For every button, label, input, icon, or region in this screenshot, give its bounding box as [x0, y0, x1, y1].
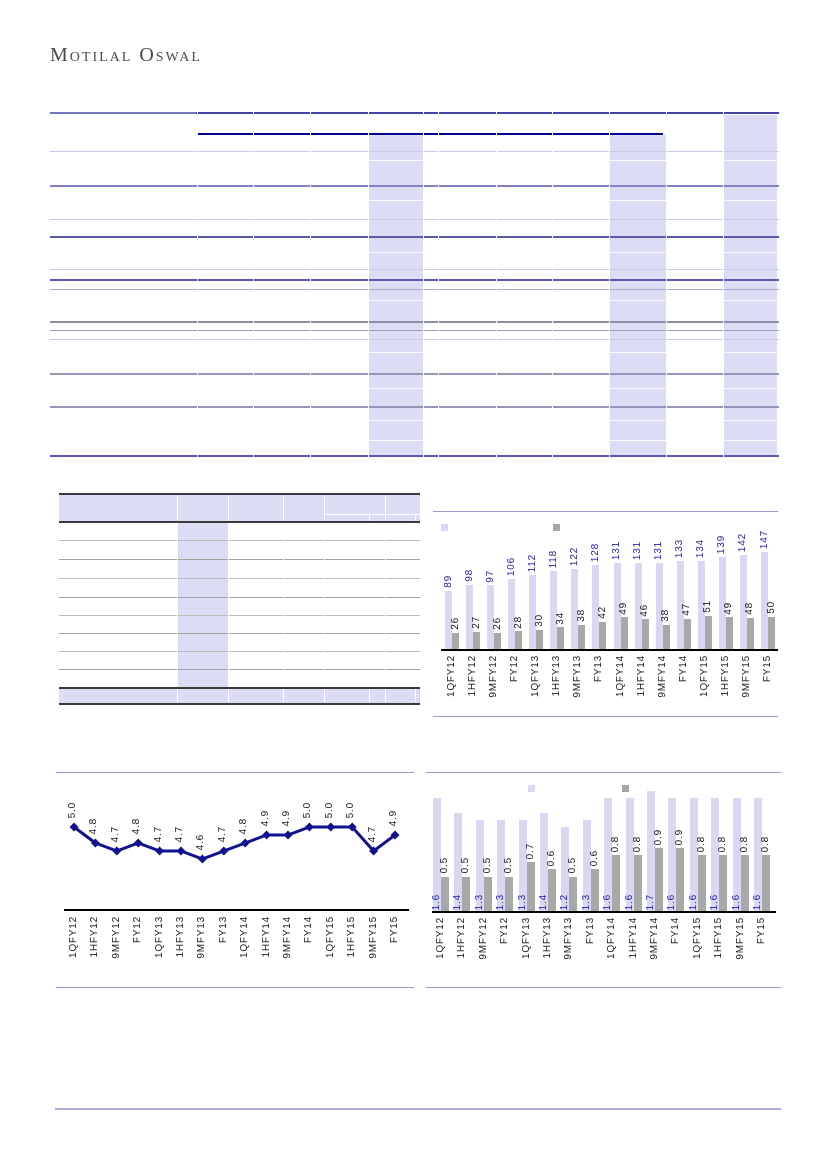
bar-value-label-primary: 122	[568, 546, 580, 566]
bar-value-label-primary: 118	[547, 549, 559, 569]
line-chart-bottom-left	[56, 772, 414, 989]
table-rule	[50, 279, 779, 281]
table-highlight-band	[723, 115, 777, 455]
column-separator	[666, 112, 667, 457]
table-rule	[50, 373, 779, 375]
table-rule	[50, 289, 779, 290]
column-separator	[385, 496, 386, 520]
point-value-label: 4.7	[216, 825, 228, 842]
bar-value-label-secondary: 26	[449, 616, 461, 630]
category-label: 1QFY15	[324, 916, 336, 959]
table-rule	[59, 687, 420, 689]
table-rule	[59, 540, 420, 541]
bar-value-label-primary: 89	[442, 574, 454, 588]
bar-value-label-secondary: 38	[575, 608, 587, 622]
bar-value-label-secondary: 26	[491, 616, 503, 630]
diamond-marker	[284, 831, 293, 840]
bar-value-label-secondary: 48	[744, 602, 756, 615]
band-subrule	[609, 388, 666, 389]
column-separator	[723, 112, 724, 457]
column-separator	[415, 514, 416, 521]
category-label: 1HFY14	[260, 916, 272, 958]
category-label: 1QFY15	[698, 655, 710, 698]
band-subrule	[723, 420, 777, 421]
bar-value-label-secondary: 0.5	[460, 857, 472, 874]
column-separator	[177, 496, 178, 520]
table-rule	[50, 406, 779, 408]
brand-logo: Motilal Oswal	[50, 44, 202, 66]
bar-value-label-secondary: 0.8	[695, 835, 707, 853]
diamond-marker	[198, 855, 207, 864]
column-separator	[609, 112, 610, 457]
bar-value-label-primary: 131	[611, 540, 623, 560]
point-value-label: 4.8	[238, 817, 250, 834]
bar-value-label-primary: 131	[632, 540, 644, 560]
category-label: FY13	[593, 655, 605, 683]
bar-value-label-primary: 1.6	[730, 893, 742, 910]
bar-secondary	[726, 617, 733, 650]
column-separator	[552, 112, 553, 457]
bar-value-label-primary: 106	[505, 557, 517, 577]
category-label: 1HFY14	[635, 655, 647, 697]
bar-secondary	[768, 617, 775, 650]
bar-value-label-primary: 112	[526, 553, 538, 573]
column-separator	[324, 496, 325, 520]
table-rule	[50, 236, 779, 238]
table-rule	[59, 615, 420, 616]
table-rule	[59, 559, 420, 560]
table-rule	[59, 633, 420, 634]
category-label: 1HFY13	[175, 916, 186, 958]
bar-primary	[529, 575, 536, 650]
bar-secondary	[494, 633, 501, 650]
column-separator	[197, 112, 198, 457]
bar-value-label-primary: 1.3	[495, 893, 507, 910]
point-value-label: 4.9	[388, 809, 399, 826]
category-label: 1QFY13	[530, 655, 542, 698]
point-value-label: 4.9	[281, 809, 292, 826]
bar-primary	[508, 579, 515, 650]
table-rule	[50, 151, 779, 152]
chart-border-bottom	[426, 987, 781, 988]
column-separator	[385, 523, 386, 686]
bar-value-label-secondary: 0.6	[588, 850, 600, 867]
category-label: 9MFY15	[367, 916, 379, 959]
table-rule	[59, 703, 420, 705]
bar-value-label-secondary: 0.5	[439, 857, 450, 874]
x-axis-line	[441, 649, 778, 651]
column-separator	[228, 689, 229, 702]
bar-secondary	[663, 625, 670, 650]
bar-value-label-primary: 128	[589, 542, 601, 562]
band-subrule	[609, 352, 666, 353]
category-label: 9MFY13	[563, 917, 575, 960]
band-subrule	[723, 252, 777, 253]
category-label: 9MFY12	[477, 917, 489, 960]
category-label: FY12	[499, 917, 511, 945]
bar-secondary	[515, 631, 522, 650]
category-label: 1QFY14	[606, 917, 618, 960]
column-separator	[283, 496, 284, 520]
table-rule	[50, 269, 779, 270]
bar-value-label-primary: 1.4	[538, 893, 549, 910]
column-separator	[310, 112, 311, 457]
diamond-marker	[326, 823, 335, 832]
band-subrule	[368, 160, 423, 161]
diamond-marker	[112, 847, 121, 856]
bar-value-label-primary: 1.6	[709, 893, 721, 910]
bar-value-label-primary: 1.6	[687, 893, 699, 910]
category-label: 9MFY15	[740, 655, 752, 698]
category-label: 1HFY12	[467, 655, 479, 697]
band-subrule	[368, 352, 423, 353]
table-rule	[59, 669, 420, 670]
band-subrule	[609, 300, 666, 301]
top-financials-table	[50, 112, 779, 457]
band-subrule	[368, 388, 423, 389]
bar-value-label-primary: 97	[484, 569, 496, 583]
band-subrule	[609, 420, 666, 421]
column-separator	[496, 112, 497, 457]
category-label: 1QFY12	[446, 655, 457, 698]
table-highlight-band	[177, 523, 228, 687]
band-subrule	[723, 388, 777, 389]
column-separator	[177, 523, 178, 686]
category-label: FY12	[132, 916, 144, 944]
bar-secondary	[747, 618, 754, 650]
category-label: 9MFY14	[649, 917, 660, 960]
point-value-label: 4.7	[366, 825, 378, 842]
category-label: 1QFY14	[614, 655, 626, 698]
x-axis-line	[432, 911, 776, 913]
bar-value-label-secondary: 30	[533, 614, 545, 627]
line-series	[56, 772, 414, 989]
category-label: 1HFY15	[346, 916, 358, 958]
category-label: 1HFY15	[713, 917, 725, 959]
point-value-label: 5.0	[302, 801, 314, 818]
band-subrule	[723, 440, 777, 441]
bar-value-label-secondary: 0.8	[631, 835, 643, 853]
bar-value-label-secondary: 49	[723, 601, 735, 615]
bar-value-label-primary: 1.3	[473, 893, 485, 910]
bar-value-label-primary: 1.6	[666, 893, 678, 910]
bar-secondary	[557, 627, 564, 650]
band-subrule	[368, 300, 423, 301]
diamond-marker	[177, 847, 186, 856]
diamond-marker	[155, 847, 164, 856]
table-rule	[50, 321, 779, 323]
legend-swatch-secondary	[553, 524, 560, 531]
band-subrule	[609, 160, 666, 161]
bar-value-label-secondary: 0.8	[738, 835, 750, 853]
bar-value-label-secondary: 0.8	[610, 835, 622, 853]
bar-secondary	[684, 619, 691, 650]
table-rule	[196, 112, 779, 114]
band-subrule	[723, 160, 777, 161]
band-subrule	[723, 200, 777, 201]
table-header-band	[59, 495, 420, 521]
bar-chart-top-right	[433, 511, 778, 718]
bar-value-label-primary: 142	[737, 533, 749, 553]
bar-value-label-primary: 1.7	[645, 893, 656, 910]
legend-swatch-primary	[441, 524, 448, 531]
diamond-marker	[262, 831, 271, 840]
table-rule	[50, 112, 196, 114]
bar-chart-bottom-right	[426, 772, 781, 989]
bar-secondary	[705, 616, 712, 650]
chart-border-top	[426, 772, 781, 773]
bar-value-label-secondary: 47	[681, 602, 693, 616]
column-separator	[369, 689, 370, 702]
category-label: FY15	[389, 916, 400, 944]
point-value-label: 4.7	[152, 825, 164, 842]
line-path	[74, 827, 395, 859]
table-rule	[59, 597, 420, 598]
category-label: FY14	[303, 916, 315, 944]
bar-value-label-secondary: 28	[512, 615, 524, 629]
bar-secondary	[642, 619, 649, 650]
bar-secondary	[536, 630, 543, 650]
diamond-marker	[134, 839, 143, 848]
column-separator	[283, 523, 284, 686]
point-value-label: 5.0	[323, 801, 335, 818]
category-label: FY13	[217, 916, 229, 944]
table-rule	[59, 578, 420, 579]
category-label: 9MFY13	[196, 916, 208, 959]
bar-value-label-primary: 131	[653, 540, 665, 560]
legend-swatch-secondary	[622, 785, 629, 792]
bar-value-label-secondary: 42	[596, 606, 608, 619]
footer-rule	[55, 1108, 781, 1110]
bar-secondary	[452, 633, 459, 650]
category-label: 1QFY12	[435, 917, 446, 960]
point-value-label: 5.0	[67, 801, 78, 818]
bar-value-label-secondary: 0.6	[546, 850, 557, 867]
bar-value-label-secondary: 27	[470, 616, 482, 629]
table-total-band	[59, 689, 420, 703]
bar-value-label-secondary: 0.9	[653, 828, 664, 846]
point-value-label: 4.8	[88, 817, 100, 834]
category-label: 1HFY12	[89, 916, 101, 958]
column-separator	[415, 689, 416, 702]
category-label: 1QFY15	[691, 917, 703, 960]
table-rule	[50, 219, 779, 220]
category-label: 1HFY12	[456, 917, 468, 959]
summary-table	[59, 493, 420, 705]
bar-value-label-primary: 1.6	[431, 893, 442, 910]
band-subrule	[368, 252, 423, 253]
bar-secondary	[621, 617, 628, 650]
table-rule	[59, 493, 420, 495]
category-label: FY14	[670, 917, 682, 945]
header-subrule	[324, 514, 420, 515]
bar-value-label-secondary: 38	[660, 608, 672, 622]
category-label: 9MFY14	[656, 655, 668, 698]
bar-value-label-secondary: 50	[765, 600, 777, 614]
bar-value-label-secondary: 34	[554, 611, 566, 625]
category-label: 1QFY12	[68, 916, 79, 959]
bar-value-label-primary: 134	[695, 538, 707, 558]
bar-value-label-secondary: 0.9	[674, 828, 686, 846]
point-value-label: 4.7	[174, 825, 185, 842]
bar-secondary	[473, 632, 480, 650]
bar-value-label-primary: 1.6	[623, 893, 635, 910]
legend-swatch-primary	[528, 785, 535, 792]
bar-value-label-secondary: 0.5	[503, 857, 515, 874]
band-subrule	[609, 200, 666, 201]
category-label: FY13	[584, 917, 596, 945]
bar-value-label-secondary: 51	[702, 600, 714, 613]
band-subrule	[368, 440, 423, 441]
bar-value-label-secondary: 46	[639, 603, 651, 617]
category-label: 9MFY14	[282, 916, 293, 959]
band-subrule	[723, 352, 777, 353]
bar-primary	[656, 563, 663, 650]
band-subrule	[609, 440, 666, 441]
chart-border-top	[433, 511, 778, 512]
table-rule	[59, 521, 420, 523]
point-value-label: 4.8	[131, 817, 143, 834]
chart-border-bottom	[433, 716, 778, 717]
bar-value-label-secondary: 0.7	[524, 843, 536, 860]
point-value-label: 4.7	[109, 825, 121, 842]
bar-value-label-secondary: 0.8	[717, 835, 729, 853]
column-separator	[228, 496, 229, 520]
bar-value-label-primary: 1.2	[559, 893, 571, 910]
bar-value-label-secondary: 49	[618, 601, 630, 615]
bar-value-label-primary: 1.6	[602, 893, 614, 910]
category-label: 1HFY15	[719, 655, 731, 697]
band-subrule	[368, 420, 423, 421]
column-separator	[324, 689, 325, 702]
point-value-label: 4.6	[195, 833, 207, 850]
table-rule	[197, 133, 663, 135]
category-label: FY15	[762, 655, 774, 683]
column-separator	[324, 523, 325, 686]
diamond-marker	[241, 839, 250, 848]
category-label: 9MFY12	[488, 655, 500, 698]
point-value-label: 4.9	[259, 809, 271, 826]
column-separator	[423, 112, 424, 457]
band-subrule	[609, 252, 666, 253]
point-value-label: 5.0	[345, 801, 357, 818]
category-label: FY15	[756, 917, 767, 945]
category-label: 9MFY12	[110, 916, 122, 959]
column-separator	[385, 689, 386, 702]
column-separator	[438, 112, 439, 457]
column-separator	[283, 689, 284, 702]
bar-value-label-primary: 1.3	[516, 893, 528, 910]
table-rule	[50, 339, 779, 340]
table-rule	[59, 651, 420, 652]
table-rule	[50, 185, 779, 187]
bar-secondary	[599, 622, 606, 650]
band-subrule	[368, 200, 423, 201]
bar-value-label-primary: 1.4	[452, 893, 464, 910]
category-label: 9MFY13	[572, 655, 584, 698]
bar-value-label-primary: 139	[716, 535, 728, 555]
category-label: FY14	[677, 655, 689, 683]
table-rule	[50, 455, 779, 457]
diamond-marker	[219, 847, 228, 856]
bar-secondary	[578, 625, 585, 650]
category-label: 1HFY13	[542, 917, 553, 959]
bar-value-label-primary: 1.3	[580, 893, 592, 910]
category-label: 1QFY13	[153, 916, 165, 959]
table-rule	[50, 330, 779, 331]
band-subrule	[723, 300, 777, 301]
bar-value-label-secondary: 0.8	[760, 835, 771, 853]
category-label: FY12	[509, 655, 521, 683]
column-separator	[177, 689, 178, 702]
bar-primary	[550, 571, 557, 650]
bar-value-label-primary: 98	[463, 568, 475, 582]
column-separator	[228, 523, 229, 686]
bar-value-label-secondary: 0.5	[567, 857, 579, 874]
category-label: 9MFY15	[734, 917, 746, 960]
diamond-marker	[305, 823, 314, 832]
category-label: 1QFY13	[520, 917, 532, 960]
category-label: 1HFY14	[627, 917, 639, 959]
column-separator	[253, 112, 254, 457]
bar-value-label-primary: 133	[674, 539, 686, 559]
bar-value-label-secondary: 0.5	[481, 857, 493, 874]
column-separator	[368, 112, 369, 457]
bar-value-label-primary: 147	[758, 529, 770, 549]
column-separator	[369, 514, 370, 521]
category-label: 1QFY14	[239, 916, 251, 959]
category-label: 1HFY13	[551, 655, 563, 697]
bar-value-label-primary: 1.6	[752, 893, 763, 910]
